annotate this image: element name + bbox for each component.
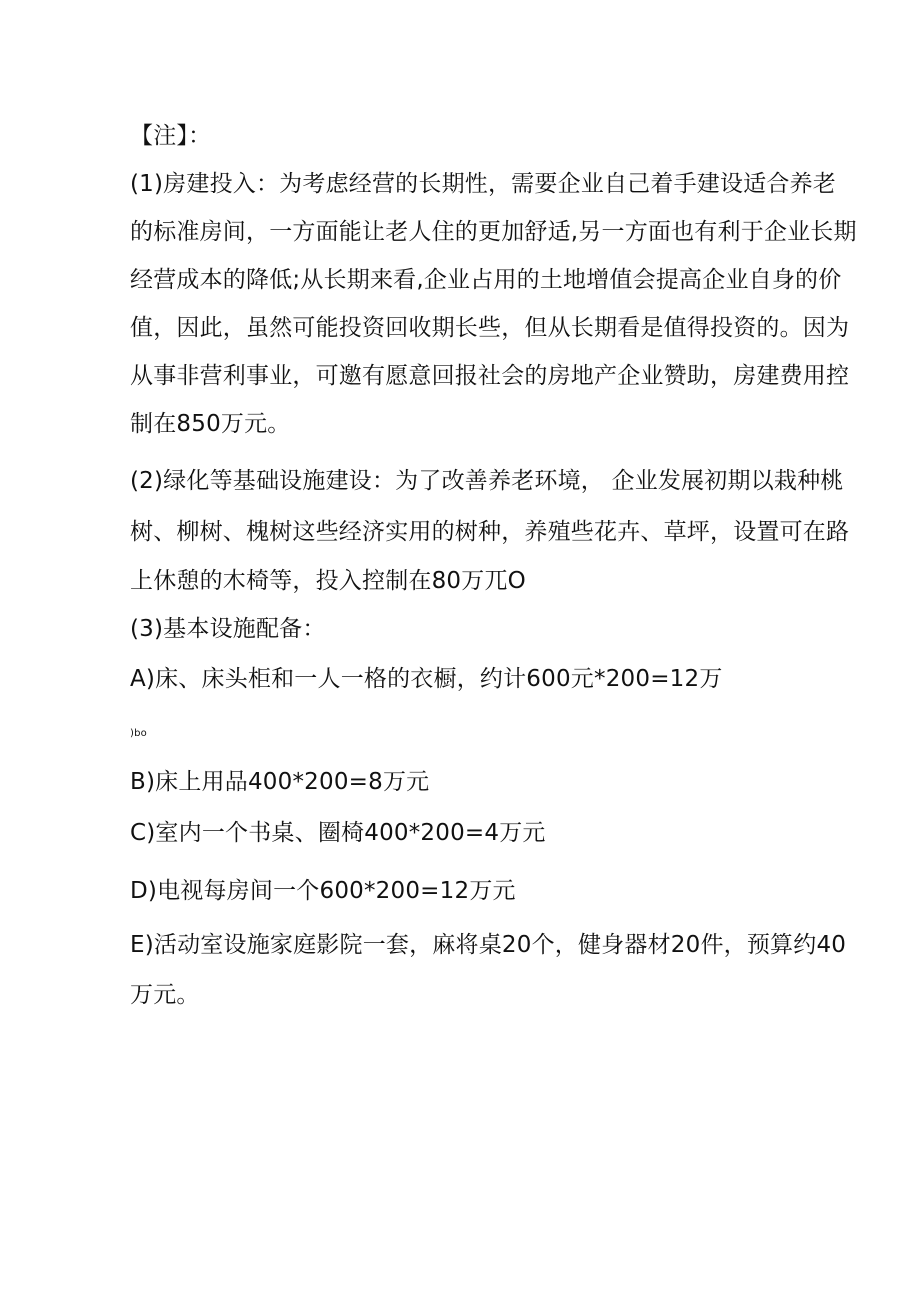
section1-line-1: (1)房建投入：为考虑经营的长期性，需要企业自己着手建设适合养老 [130,171,836,197]
section1-line-6: 制在850万元。 [130,411,291,437]
section3-heading: (3)基本设施配备： [130,616,326,642]
section2-line-2: 树、柳树、槐树这些经济实用的树种，养殖些花卉、草坪，设置可在路 [130,519,850,545]
item-e-line-2: 万元。 [130,982,200,1008]
note-heading: 【注】： [130,123,212,149]
section1-line-4: 值，因此，虽然可能投资回收期长些，但从长期看是值得投资的。因为 [130,315,850,341]
item-e-line-1: E)活动室设施家庭影院一套，麻将桌20个，健身器材20件，预算约40 [130,932,847,958]
section1-line-5: 从事非营利事业，可邀有愿意回报社会的房地产企业赞助，房建费用控 [130,363,850,389]
item-a-tail: )bo [130,728,147,739]
section2-line-3: 上休憩的木椅等，投入控制在80万兀O [130,568,526,594]
item-a: A)床、床头柜和一人一格的衣橱，约计600元*200=12万 [130,666,723,692]
item-c: C)室内一个书桌、圈椅400*200=4万元 [130,820,546,846]
item-b: B)床上用品400*200=8万元 [130,769,430,795]
section1-line-3: 经营成本的降低;从长期来看,企业占用的土地增值会提高企业自身的价 [130,267,842,293]
section1-line-2: 的标准房间，一方面能让老人住的更加舒适,另一方面也有利于企业长期 [130,219,857,245]
item-d: D)电视每房间一个600*200=12万元 [130,878,516,904]
section2-line-1: (2)绿化等基础设施建设：为了改善养老环境， 企业发展初期以栽种桃 [130,468,844,494]
